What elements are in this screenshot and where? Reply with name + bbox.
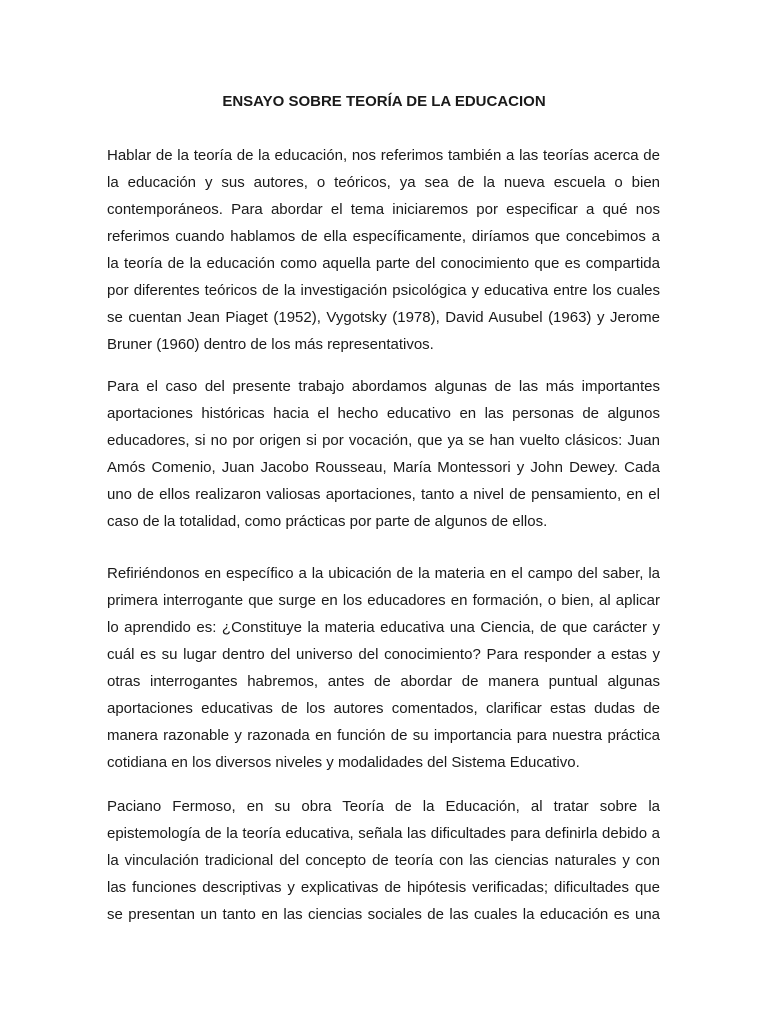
paragraph-line: lo aprendido es: ¿Constituye la materia educativa una Ciencia, de que carácter y — [107, 619, 660, 636]
paragraph-line: cotidiana en los diversos niveles y modalidades del Sistema Educativo. — [107, 754, 580, 771]
paragraph-line: se presentan un tanto en las ciencias sociales de las cuales la educación es una — [107, 906, 660, 923]
paragraph-line: se cuentan Jean Piaget (1952), Vygotsky (1978), David Ausubel (1963) y Jerome — [107, 309, 660, 326]
paragraph-line: contemporáneos. Para abordar el tema iniciaremos por especificar a qué nos — [107, 201, 660, 218]
paragraph-line: por diferentes teóricos de la investigación psicológica y educativa entre los cuales — [107, 282, 660, 299]
paragraph-line: Refiriéndonos en específico a la ubicación de la materia en el campo del saber, la — [107, 565, 660, 582]
paragraph-line: las funciones descriptivas y explicativas de hipótesis verificadas; dificultades que — [107, 879, 660, 896]
paragraph-line: epistemología de la teoría educativa, señala las dificultades para definirla debido a — [107, 825, 660, 842]
paragraph-line: la educación y sus autores, o teóricos, ya sea de la nueva escuela o bien — [107, 174, 660, 191]
paragraph-line: Para el caso del presente trabajo abordamos algunas de las más importantes — [107, 378, 660, 395]
paragraph-line: Hablar de la teoría de la educación, nos referimos también a las teorías acerca de — [107, 147, 660, 164]
paragraph-3 — [107, 560, 660, 776]
paragraph-line: aportaciones históricas hacia el hecho educativo en las personas de algunos — [107, 405, 660, 422]
document-title: ENSAYO SOBRE TEORÍA DE LA EDUCACION — [222, 93, 546, 110]
paragraph-line: educadores, si no por origen si por vocación, que ya se han vuelto clásicos: Juan — [107, 432, 660, 449]
paragraph-line: otras interrogantes habremos, antes de abordar de manera puntual algunas — [107, 673, 660, 690]
paragraph-line: manera razonable y razonada en función de su importancia para nuestra práctica — [107, 727, 660, 744]
paragraph-line: cuál es su lugar dentro del universo del conocimiento? Para responder a estas y — [107, 646, 660, 663]
paragraph-line: primera interrogante que surge en los educadores en formación, o bien, al aplicar — [107, 592, 660, 609]
paragraph-line: uno de ellos realizaron valiosas aportaciones, tanto a nivel de pensamiento, en el — [107, 486, 660, 503]
paragraph-line: la vinculación tradicional del concepto de teoría con las ciencias naturales y con — [107, 852, 660, 869]
paragraph-line: referimos cuando hablamos de ella específicamente, diríamos que concebimos a — [107, 228, 660, 245]
paragraph-line: aportaciones educativas de los autores comentados, clarificar estas dudas de — [107, 700, 660, 717]
paragraph-line: Paciano Fermoso, en su obra Teoría de la Educación, al tratar sobre la — [107, 798, 660, 815]
paragraph-line: caso de la totalidad, como prácticas por parte de algunos de ellos. — [107, 513, 548, 530]
paragraph-line: Amós Comenio, Juan Jacobo Rousseau, María Montessori y John Dewey. Cada — [107, 459, 660, 476]
paragraph-1 — [107, 142, 660, 358]
paragraph-line: la teoría de la educación como aquella parte del conocimiento que es compartida — [107, 255, 660, 272]
paragraph-4 — [107, 793, 660, 928]
paragraph-line: Bruner (1960) dentro de los más representativos. — [107, 336, 434, 353]
paragraph-2 — [107, 373, 660, 535]
